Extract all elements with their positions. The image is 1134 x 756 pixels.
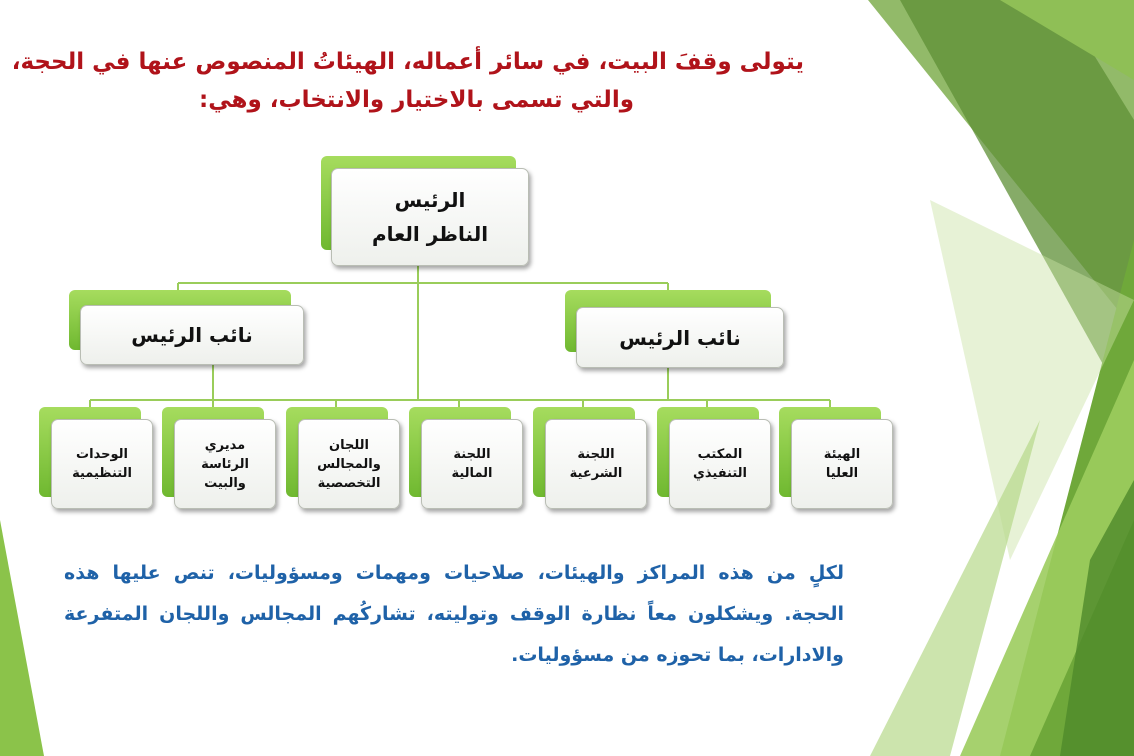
node-deputy-right-label: نائب الرئيس	[619, 325, 741, 350]
node-finance-committee-label: اللجنة المالية	[451, 447, 493, 481]
description-paragraph: لكلٍ من هذه المراكز والهيئات، صلاحيات ومهمات ومسؤوليات، تنص عليها هذه الحجة. ويشكلون معاً نظارة الوقف وتوليته، تشاركُهم المجالس واللجان المتفرعة والادارات، بما تحوزه من مسؤوليات.	[64, 562, 844, 666]
node-specialized-committees-label: اللجان والمجالس التخصصية	[317, 437, 381, 491]
title-line-2: والتي تسمى بالاختيار والانتخاب، وهي:	[199, 87, 634, 113]
node-executive-office-label: المكتب التنفيذي	[692, 447, 748, 481]
node-presidency-managers-label: مديري الرئاسة والبيت	[201, 437, 249, 491]
title-line-1: يتولى وقفَ البيت، في سائر أعماله، الهيئاتُ المنصوص عنها في الحجة،	[11, 49, 804, 75]
node-president-title: الرئيس	[394, 188, 466, 212]
node-sharia-committee-label: اللجنة الشرعية	[569, 447, 623, 481]
node-organizational-units-label: الوحدات التنظيمية	[72, 447, 132, 481]
node-supreme-board-label: الهيئة العليا	[823, 447, 861, 481]
node-deputy-left-label: نائب الرئيس	[131, 323, 253, 347]
node-president-subtitle: الناظر العام	[371, 222, 489, 246]
